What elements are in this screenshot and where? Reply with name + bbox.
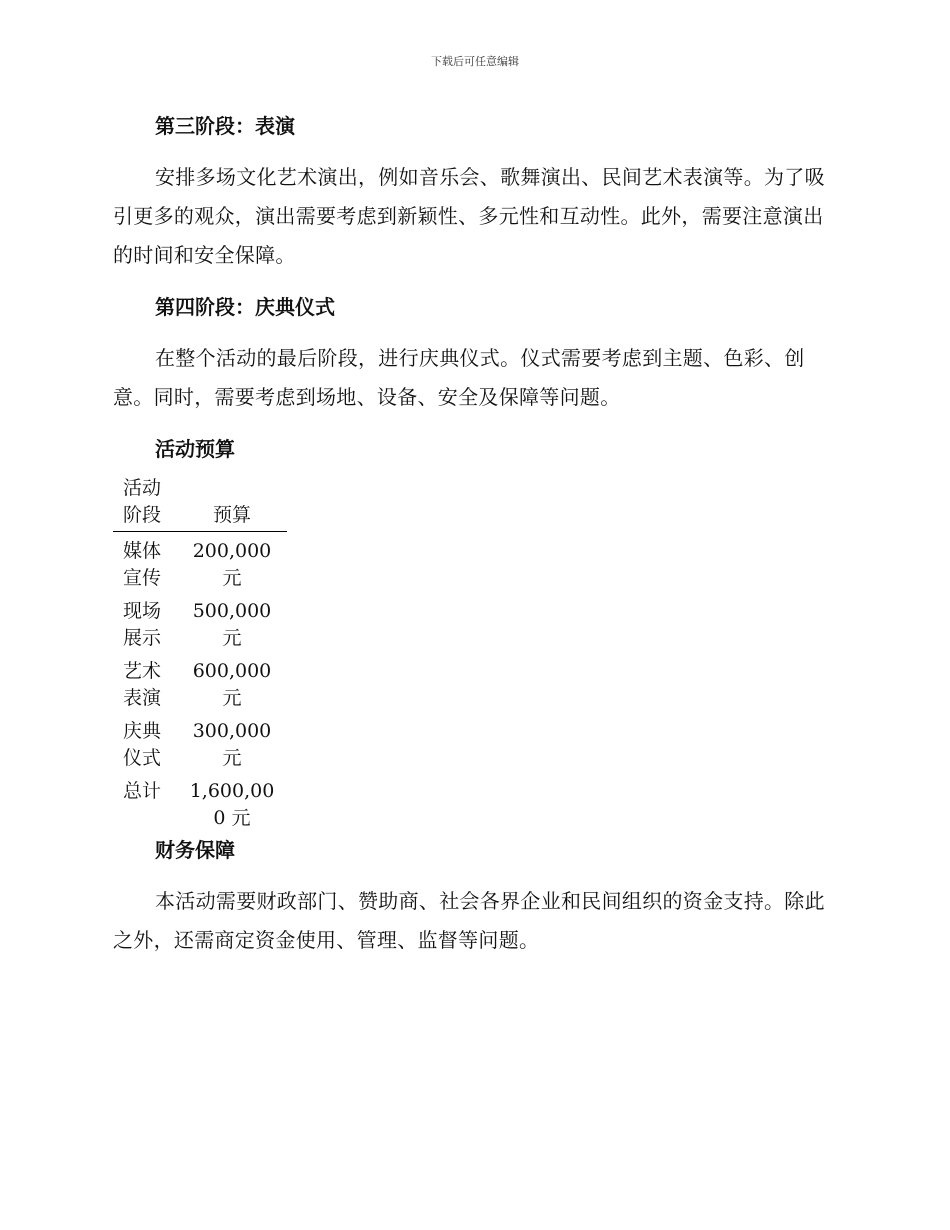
table-cell-amount: 200,000 元 — [192, 540, 272, 589]
table-row-total — [113, 772, 287, 832]
stage4-heading: 第四阶段：庆典仪式 — [155, 295, 335, 319]
table-cell-stage: 媒体宣传 — [123, 540, 162, 589]
table-row — [113, 592, 287, 652]
table-cell-stage: 艺术表演 — [123, 660, 162, 709]
page-header: 下载后可任意编辑 — [431, 55, 519, 68]
table-header-stage: 活动阶段 — [113, 475, 177, 532]
table-cell-stage: 现场展示 — [123, 600, 162, 649]
budget-heading: 活动预算 — [155, 437, 235, 461]
stage3-paragraph: 安排多场文化艺术演出，例如音乐会、歌舞演出、民间艺术表演等。为了吸引更多的观众，演出需要考虑到新颖性、多元性和互动性。此外，需要注意演出的时间和安全保障。 — [113, 165, 825, 267]
stage4-paragraph: 在整个活动的最后阶段，进行庆典仪式。仪式需要考虑到主题、色彩、创意。同时，需要考虑到场地、设备、安全及保障等问题。 — [113, 346, 805, 409]
table-cell-amount: 1,600,000 元 — [189, 780, 275, 829]
table-row — [113, 652, 287, 712]
budget-table — [113, 475, 287, 832]
table-header-budget: 预算 — [177, 475, 287, 532]
document-body — [113, 108, 833, 960]
table-cell-amount: 500,000 元 — [192, 600, 272, 649]
table-cell-stage: 庆典仪式 — [123, 720, 162, 769]
table-row — [113, 532, 287, 593]
finance-paragraph: 本活动需要财政部门、赞助商、社会各界企业和民间组织的资金支持。除此之外，还需商定资金使用、管理、监督等问题。 — [113, 889, 825, 952]
stage3-heading: 第三阶段：表演 — [155, 114, 295, 138]
table-header-row — [113, 475, 287, 532]
finance-heading: 财务保障 — [155, 838, 235, 862]
table-cell-amount: 600,000 元 — [192, 660, 272, 709]
table-cell-amount: 300,000 元 — [192, 720, 272, 769]
table-row — [113, 712, 287, 772]
table-cell-stage: 总计 — [123, 780, 162, 802]
